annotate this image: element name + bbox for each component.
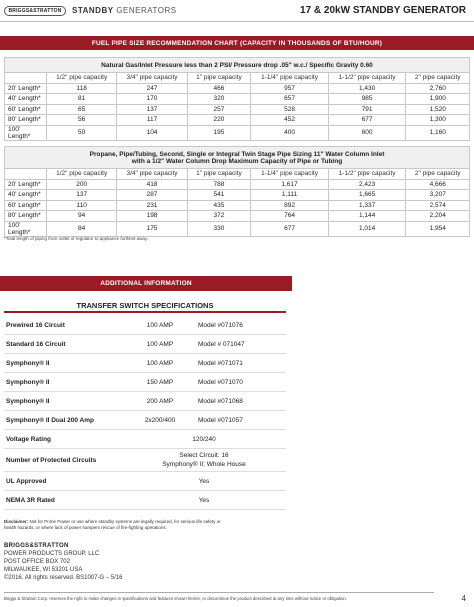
table-cell: 118 (47, 83, 117, 94)
propane-caption-line-2: with a 1/2" Water Column Drop Maximum Capacity of Pipe or Tubing (131, 157, 343, 165)
series-bold: STANDBY (72, 6, 114, 15)
table-row (5, 104, 470, 115)
table-cell: 957 (251, 83, 329, 94)
ul-label: UL Approved (6, 477, 47, 485)
spec-row (4, 335, 286, 354)
table-cell: 2,204 (406, 211, 470, 222)
company-line: POWER PRODUCTS GROUP, LLC (4, 551, 100, 557)
footer-text: Briggs & Stratton Corp. reserves the right to make changes in specifications and features shown herein, or discontinue the product described at any time without notice or obligation. (4, 596, 347, 601)
spec-model: Model #071070 (198, 378, 243, 386)
footer-divider (4, 592, 434, 593)
table-cell: 528 (251, 104, 329, 115)
table-cell: 200 (47, 179, 117, 190)
table-cell: 137 (117, 104, 187, 115)
document-title: 17 & 20kW STANDBY GENERATOR (300, 5, 466, 16)
spec-rating: 2x200/400 (144, 416, 176, 424)
table-cell: 1,160 (406, 125, 470, 140)
corner-cell (5, 169, 47, 180)
table-row (5, 221, 470, 236)
table-cell: 657 (251, 94, 329, 105)
spec-row (4, 392, 286, 411)
company-line: POST OFFICE BOX 702 (4, 559, 70, 565)
table-cell: 892 (251, 200, 329, 211)
footnote: *Total length of piping from outlet of regulator to appliance furthest away. (4, 236, 149, 241)
spec-model: Model #071068 (198, 397, 243, 405)
table-cell: 1,900 (406, 94, 470, 105)
propane-caption (5, 147, 470, 169)
circuits-row (4, 449, 286, 472)
spec-row (4, 373, 286, 392)
table-cell: 198 (117, 211, 187, 222)
table-cell: 330 (187, 221, 251, 236)
table-cell: 104 (117, 125, 187, 140)
spec-model: Model # 071047 (198, 340, 245, 348)
column-header: 1-1/2" pipe capacity (328, 169, 406, 180)
spec-row (4, 354, 286, 373)
spec-model: Model #071057 (198, 416, 243, 424)
table-cell: 170 (117, 94, 187, 105)
column-header: 1" pipe capacity (187, 73, 251, 84)
fuel-chart-title: FUEL PIPE SIZE RECOMMENDATION CHART (CAPACITY IN THOUSANDS OF BTU/HOUR) (91, 39, 383, 47)
column-header: 1" pipe capacity (187, 169, 251, 180)
table-cell: 1,520 (406, 104, 470, 115)
voltage-value: 120/240 (192, 435, 216, 443)
column-header: 2" pipe capacity (406, 73, 470, 84)
table-cell: 137 (47, 190, 117, 201)
series-label (72, 6, 177, 15)
table-cell: 2,423 (328, 179, 406, 190)
table-row (5, 125, 470, 140)
logo-text: BRIGGS&STRATTON (8, 7, 62, 14)
column-header: 2" pipe capacity (406, 169, 470, 180)
table-cell: 247 (117, 83, 187, 94)
disclaimer (4, 519, 234, 531)
table-cell: 788 (187, 179, 251, 190)
table-row (5, 200, 470, 211)
voltage-row (4, 430, 286, 449)
table-cell: 400 (251, 125, 329, 140)
table-cell: 1,337 (328, 200, 406, 211)
table-cell: 466 (187, 83, 251, 94)
spec-rating: 100 AMP (146, 359, 174, 367)
table-cell: 220 (187, 115, 251, 126)
table-cell: 372 (187, 211, 251, 222)
table-row (5, 94, 470, 105)
fuel-chart-title-bar (0, 36, 474, 50)
table-row (5, 211, 470, 222)
column-header: 3/4" pipe capacity (117, 73, 187, 84)
column-header: 1/2" pipe capacity (47, 73, 117, 84)
table-cell: 677 (251, 221, 329, 236)
row-label: 60' Length* (5, 200, 47, 211)
table-cell: 452 (251, 115, 329, 126)
spec-row (4, 316, 286, 335)
spec-name: Standard 16 Circuit (6, 340, 66, 348)
table-cell: 677 (328, 115, 406, 126)
table-cell: 287 (117, 190, 187, 201)
nema-label: NEMA 3R Rated (6, 496, 55, 504)
spec-rating: 100 AMP (146, 321, 174, 329)
row-label: 100' Length* (5, 221, 47, 236)
page-number: 4 (461, 594, 466, 603)
natural-gas-table (4, 57, 470, 141)
table-row (5, 190, 470, 201)
table-cell: 257 (187, 104, 251, 115)
table-cell: 4,666 (406, 179, 470, 190)
propane-table (4, 146, 470, 237)
circuits-value-2: Symphony® II: Whole House (162, 461, 246, 468)
row-label: 40' Length* (5, 94, 47, 105)
table-cell: 1,954 (406, 221, 470, 236)
table-row (5, 179, 470, 190)
row-label: 40' Length* (5, 190, 47, 201)
circuits-value (122, 451, 286, 469)
spec-name: Symphony® II (6, 359, 50, 367)
column-header: 3/4" pipe capacity (117, 169, 187, 180)
company-line: ©2016. All rights reserved. BS1007-G – 5/16 (4, 575, 123, 581)
row-label: 20' Length* (5, 179, 47, 190)
table-cell: 50 (47, 125, 117, 140)
additional-info-title: ADDITIONAL INFORMATION (100, 280, 192, 287)
table-cell: 117 (117, 115, 187, 126)
spec-row (4, 411, 286, 430)
table-cell: 231 (117, 200, 187, 211)
table-cell: 65 (47, 104, 117, 115)
company-line: MILWAUKEE, WI 53201 USA (4, 567, 83, 573)
table-cell: 94 (47, 211, 117, 222)
row-label: 100' Length* (5, 125, 47, 140)
table-cell: 110 (47, 200, 117, 211)
table-row (5, 83, 470, 94)
company-brand: BRIGGS&STRATTON (4, 543, 69, 549)
series-rest: GENERATORS (113, 6, 177, 15)
row-label: 80' Length* (5, 211, 47, 222)
table-cell: 435 (187, 200, 251, 211)
disclaimer-text: Not for Prime Power or use where standby systems are legally required, for serious life safety or health hazards, or where lack of power hampers rescue of fire-fighting operations. (4, 519, 221, 530)
table-cell: 1,617 (251, 179, 329, 190)
table-cell: 764 (251, 211, 329, 222)
spec-name: Symphony® II (6, 397, 50, 405)
natural-gas-caption: Natural Gas/Inlet Pressure less than 2 PSI/ Pressure drop .05" w.c./ Specific Gravity 0.60 (5, 58, 470, 73)
circuits-value-1: Select Circuit: 16 (179, 452, 229, 459)
column-header: 1-1/4" pipe capacity (251, 169, 329, 180)
table-cell: 84 (47, 221, 117, 236)
table-cell: 1,665 (328, 190, 406, 201)
table-cell: 1,300 (406, 115, 470, 126)
table-cell: 2,760 (406, 83, 470, 94)
propane-caption-line-1: Propane, Pipe/Tubing, Second, Single or Integral Twin Stage Pipe Sizing 11" Water Column Inlet (89, 150, 385, 158)
brand-logo (4, 6, 66, 16)
table-cell: 791 (328, 104, 406, 115)
table-cell: 81 (47, 94, 117, 105)
table-cell: 600 (328, 125, 406, 140)
table-cell: 1,014 (328, 221, 406, 236)
column-header: 1-1/4" pipe capacity (251, 73, 329, 84)
ul-value: Yes (198, 477, 210, 485)
table-row (5, 115, 470, 126)
table-cell: 2,574 (406, 200, 470, 211)
table-cell: 1,430 (328, 83, 406, 94)
spec-rating: 100 AMP (146, 340, 174, 348)
additional-info-bar (0, 276, 292, 291)
row-label: 60' Length* (5, 104, 47, 115)
spec-rating: 150 AMP (146, 378, 174, 386)
circuits-label: Number of Protected Circuits (6, 456, 97, 464)
table-cell: 195 (187, 125, 251, 140)
table-cell: 1,144 (328, 211, 406, 222)
table-cell: 1,111 (251, 190, 329, 201)
table-cell: 418 (117, 179, 187, 190)
page-header (0, 0, 474, 22)
spec-name: Symphony® II (6, 378, 50, 386)
column-header: 1-1/2" pipe capacity (328, 73, 406, 84)
table-cell: 541 (187, 190, 251, 201)
spec-rating: 200 AMP (146, 397, 174, 405)
transfer-switch-title: TRANSFER SWITCH SPECIFICATIONS (4, 300, 286, 313)
nema-value: Yes (198, 496, 210, 504)
row-label: 20' Length* (5, 83, 47, 94)
table-cell: 3,207 (406, 190, 470, 201)
voltage-label: Voltage Rating (6, 435, 52, 443)
corner-cell (5, 73, 47, 84)
table-cell: 56 (47, 115, 117, 126)
table-cell: 320 (187, 94, 251, 105)
table-cell: 985 (328, 94, 406, 105)
nema-row (4, 491, 286, 510)
column-header: 1/2" pipe capacity (47, 169, 117, 180)
spec-model: Model #071076 (198, 321, 243, 329)
ul-row (4, 472, 286, 491)
spec-name: Prewired 16 Circuit (6, 321, 65, 329)
table-cell: 175 (117, 221, 187, 236)
row-label: 80' Length* (5, 115, 47, 126)
spec-name: Symphony® II Dual 200 Amp (6, 416, 94, 424)
spec-model: Model #071071 (198, 359, 243, 367)
disclaimer-label: Disclaimer: (4, 519, 29, 524)
